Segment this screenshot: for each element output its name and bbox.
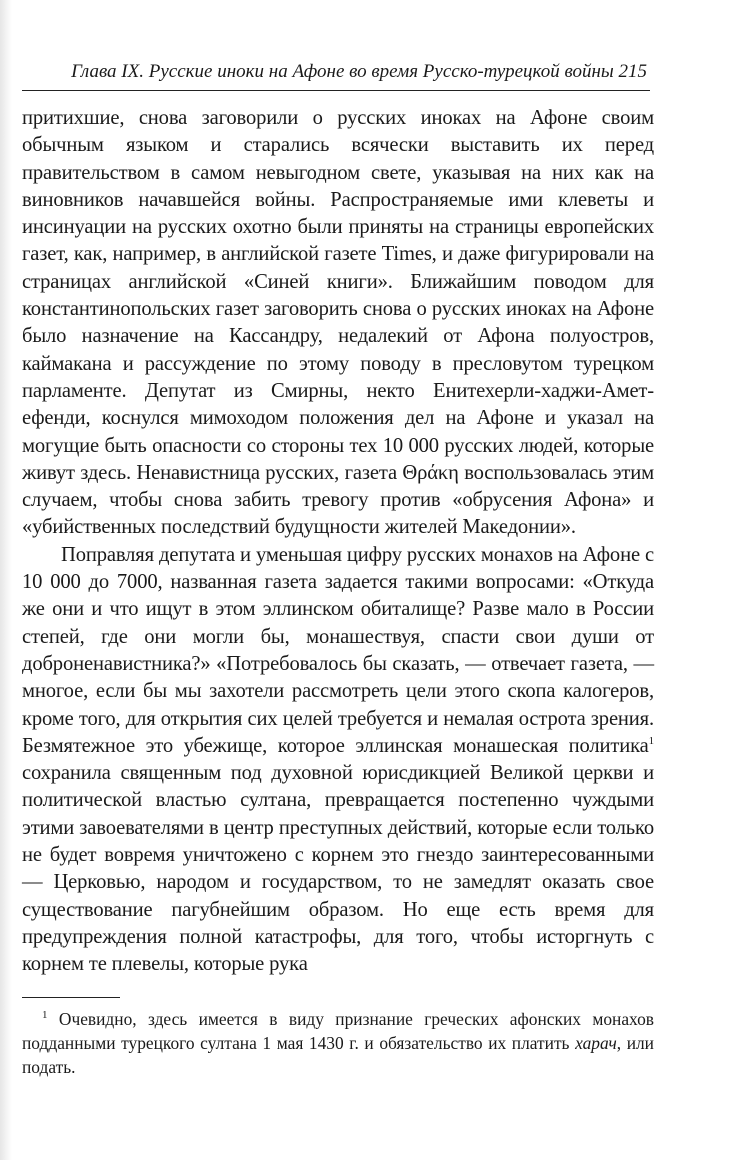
footnote-text-2: , или подать. <box>22 1033 654 1077</box>
running-header <box>22 60 647 84</box>
scan-edge-shadow <box>0 0 12 1160</box>
paragraph-2-part-1: Поправляя депутата и уменьшая цифру русских монахов на Афоне с 10 000 до 7000, названная газета задается такими вопросами: «Откуда же они и что ищут в этом эллинском обиталище? Разве мало в России степей, где они могли бы, монашествуя, спасти свои души от доброненавистника?» «Потребовалось бы сказать, — отвечает газета, — многое, если бы мы захотели рассмотреть цели этого скопа калогеров, кроме того, для открытия сих целей требуется и немалая острота зрения. Безмятежное это убежище, которое эллинская монашеская политика <box>22 543 654 757</box>
footnote-rule <box>22 997 120 998</box>
paragraph-2 <box>22 542 654 979</box>
main-text <box>22 105 654 979</box>
footnote-marker: 1 <box>42 1009 48 1022</box>
footnote-italic-term: харач <box>575 1033 617 1053</box>
paragraph-1: притихшие, снова заговорили о русских иноках на Афоне своим обычным языком и старались всячески выставить их перед правительством в самом невыгодном свете, указывая на них как на виновников начавшейся войны. Распространяемые ими клеветы и инсинуации на русских охотно были приняты на страницы европейских газет, как, например, в английской газете Times, и даже фигурировали на страницах английской «Синей книги». Ближайшим поводом для константинопольских газет заговорить снова о русских иноках на Афоне было назначение на Кассандру, недалекий от Афона полуостров, каймакана и рассуждение по этому поводу в пресловутом турецком парламенте. Депутат из Смирны, некто Енитехерли-хаджи-Амет-ефенди, коснулся мимоходом положения дел на Афоне и указал на могущие быть опасности со стороны тех 10 000 русских людей, которые живут здесь. Ненавистница русских, газета Θράκη воспользовалась этим случаем, чтобы снова забить тревогу против «обрусения Афона» и «убийственных последствий будущности жителей Македонии». <box>22 107 654 539</box>
footnote-text-1: Очевидно, здесь имеется в виду признание греческих афонских монахов подданными турецкого султана 1 мая 1430 г. и обязательство их платить <box>22 1009 654 1053</box>
page-number: 215 <box>618 61 647 82</box>
header-rule <box>22 90 650 91</box>
running-title: Глава IX. Русские иноки на Афоне во время Русско-турецкой войны <box>71 61 614 82</box>
footnote-reference: 1 <box>648 734 654 747</box>
paragraph-2-part-2: сохранила священным под духовной юрисдикцией Великой церкви и политической властью султана, превращается постепенно чуждыми этими завоевателями в центр преступных действий, которые если только не будет вовремя уничтожено с корнем это гнездо заинтересованными — Церковью, народом и государством, то не замедлят оказать свое существование пагубнейшим образом. Но еще есть время для предупреждения полной катастрофы, для того, чтобы исторгнуть с корнем те плевелы, которые рука <box>22 762 654 976</box>
footnote <box>22 1007 654 1079</box>
